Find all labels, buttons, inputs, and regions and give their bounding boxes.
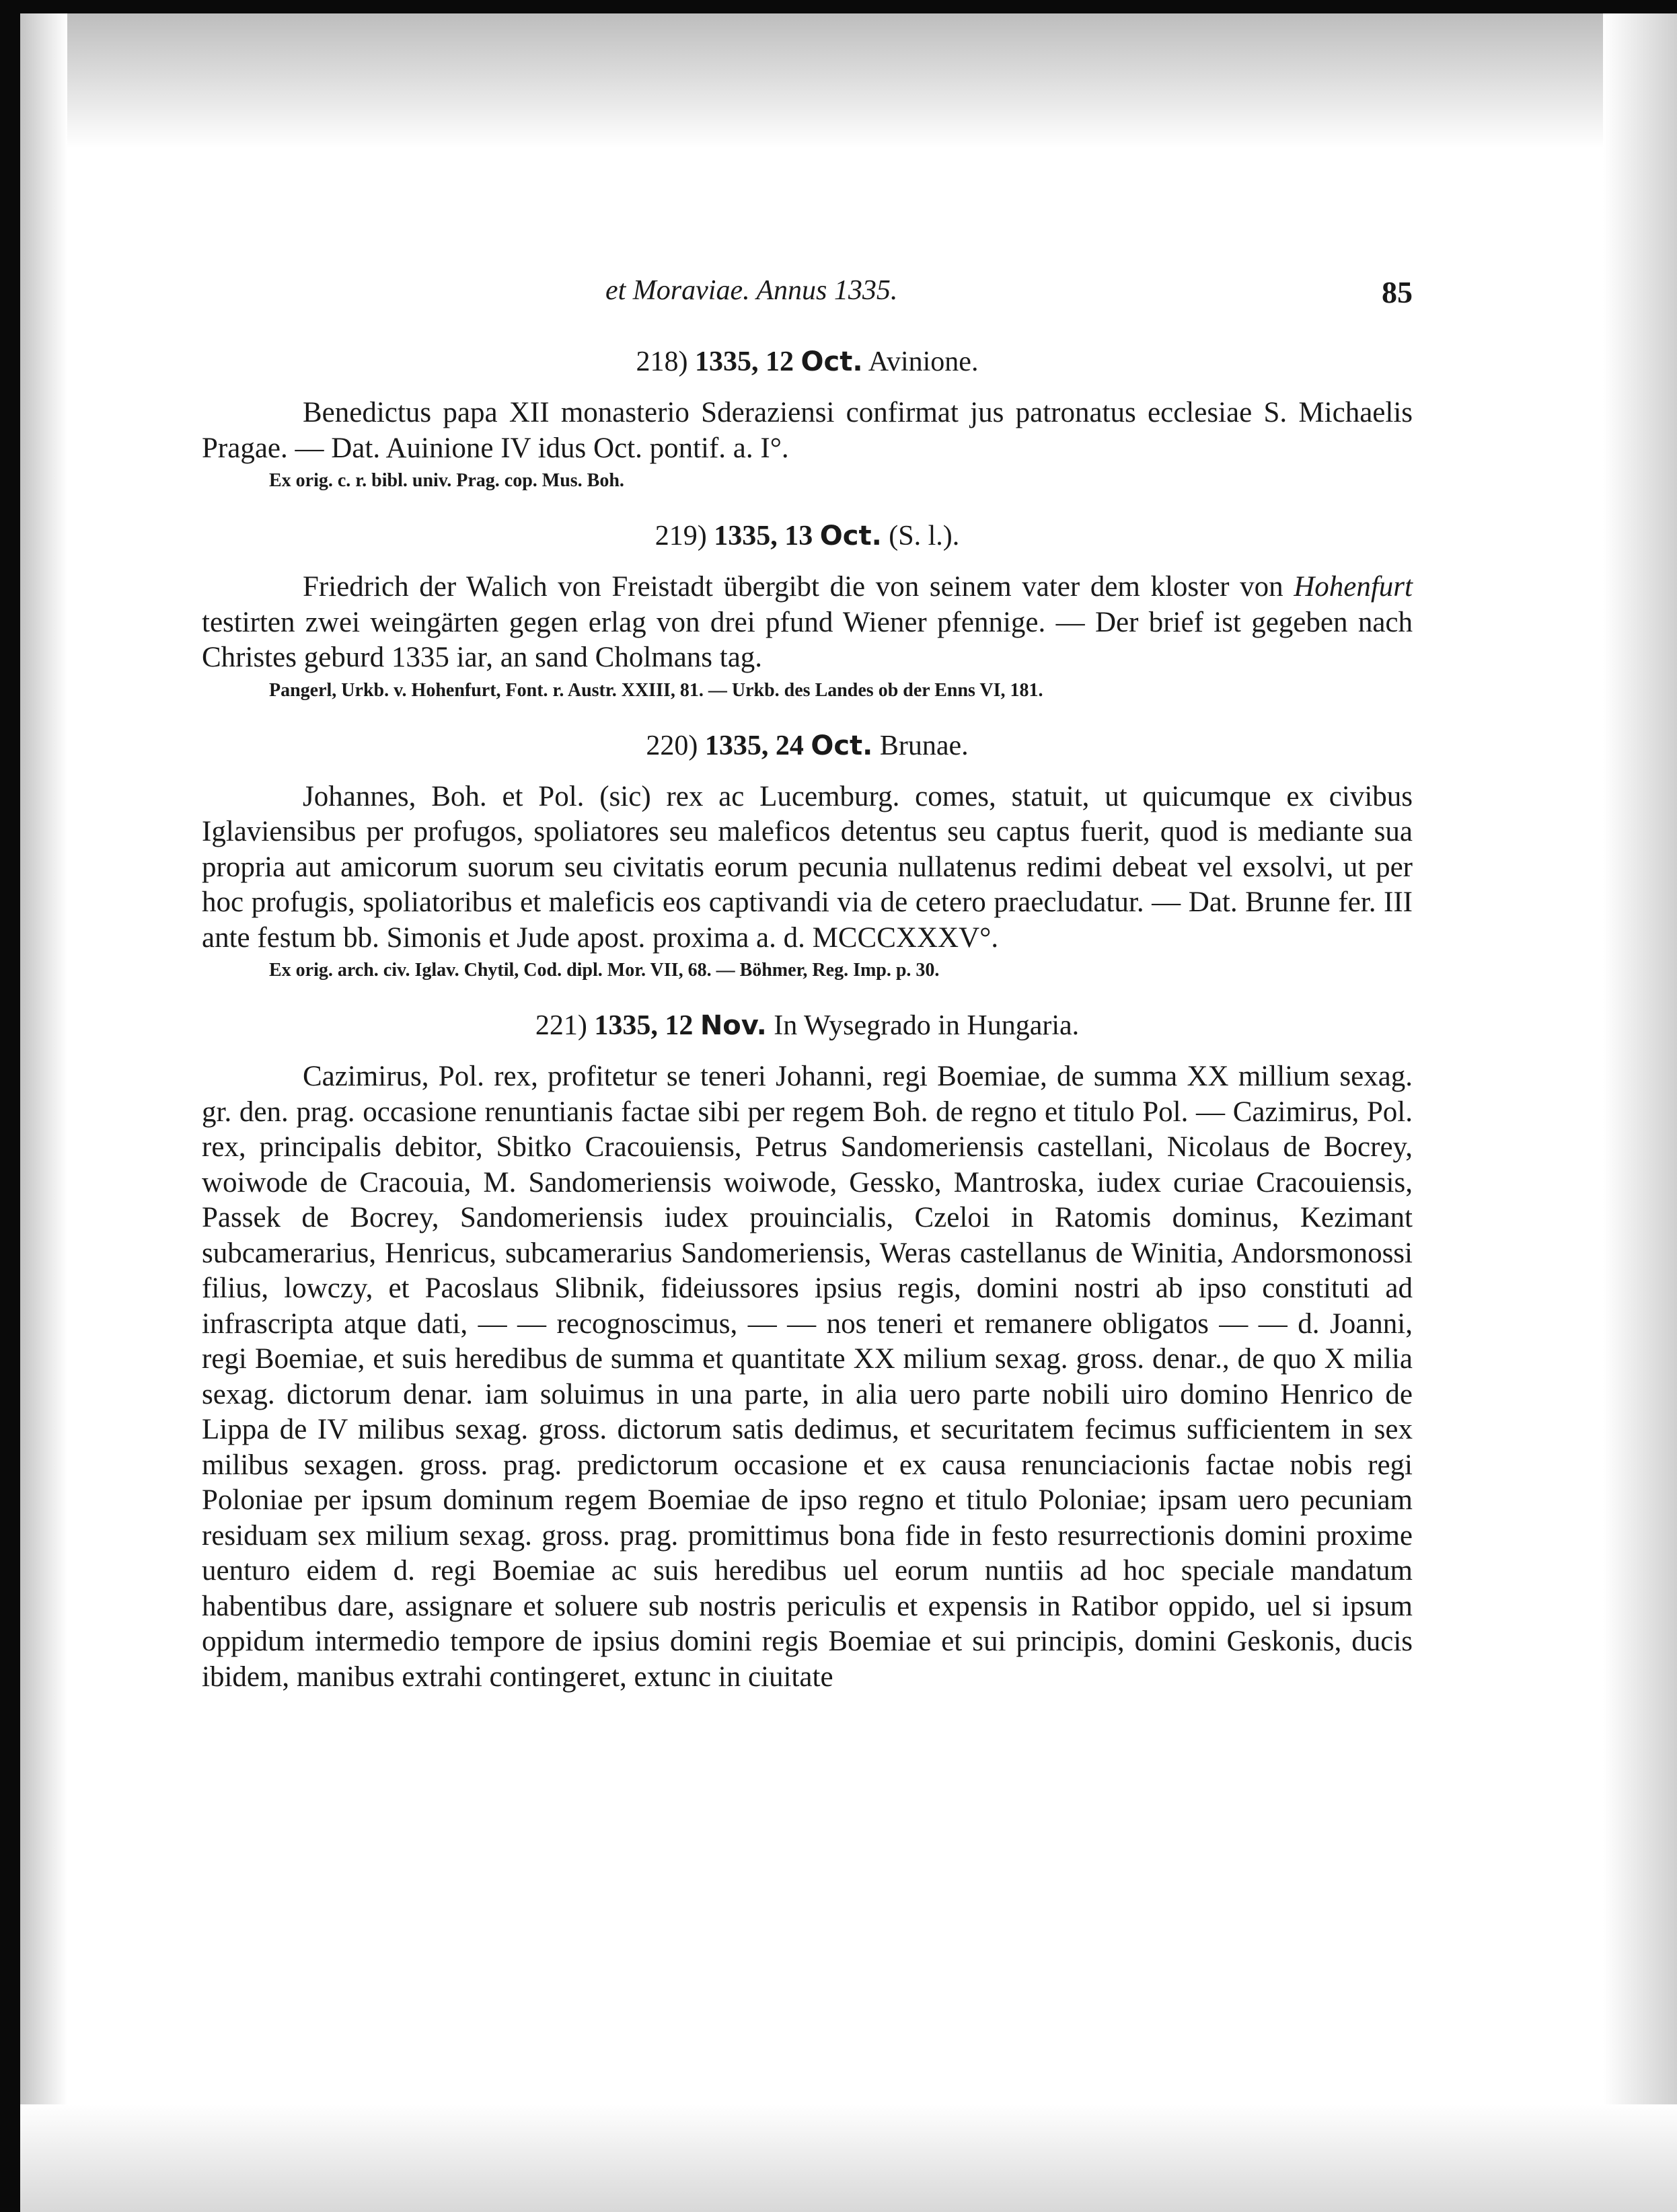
entry-heading (202, 342, 1413, 382)
entry-text: Benedictus papa XII monasterio Sderaziensi confirmat jus patronatus ecclesiae S. Michaelis Pragae. — Dat. Auinione IV idus Oct. pontif. a. I°. (202, 397, 1413, 464)
entry-heading (202, 1005, 1413, 1046)
entry-number: 219) (655, 521, 707, 551)
entry-month: Oct. (800, 346, 863, 377)
entry-date: 1335, 12 (695, 346, 794, 377)
entry-number: 220) (646, 730, 698, 761)
page-header (202, 274, 1413, 315)
entry-source: Pangerl, Urkb. v. Hohenfurt, Font. r. Austr. XXIII, 81. — Urkb. des Landes ob der Enns VI, 181. (269, 679, 1043, 701)
scan-shadow-right (1603, 13, 1677, 2212)
entry-heading (202, 726, 1413, 766)
entry-month: Oct. (811, 730, 873, 761)
entry-month: Nov. (700, 1010, 767, 1041)
scan-shadow-left (20, 13, 67, 2212)
scan-shadow-bottom (20, 2104, 1677, 2212)
scan-border-left (0, 0, 20, 2212)
entry-place: Avinione. (868, 346, 979, 377)
entry-text (202, 570, 1413, 676)
entry-date: 1335, 12 (594, 1010, 694, 1041)
entry-place: Brunae. (879, 730, 969, 761)
entry-text-italic-place: Hohenfurt (1294, 571, 1413, 603)
running-title: et Moraviae. Annus 1335. (605, 275, 898, 306)
entry-date: 1335, 24 (704, 730, 804, 761)
entry-text: Cazimirus, Pol. rex, profitetur se teneri Johanni, regi Boemiae, de summa XX millium sexag. gr. den. prag. occasione renuntianis factae sibi per regem Boh. de regno et titulo Pol. — Cazimirus, Pol. rex, principalis debitor, Sbitko Cracouiensis, Petrus Sandomeriensis castellani, Nicolaus de Bocrey, woiwode de Cracouia, M. Sandomeriensis woiwode, Gessko, Mantroska, iudex curiae Cracouiensis, Passek de Bocrey, Sandomeriensis iudex prouincialis, Czeloi in Ratomis dominus, Kezimant subcamerarius, Henricus, subcamerarius Sandomeriensis, Weras castellanus de Winitia, Andorsmonossi filius, lowczy, et Pacoslaus Slibnik, fideiussores ipsius regis, domini nostri ab ipso constituti ad infrascripta atque dati, — — recognoscimus, — — nos teneri et remanere obligatos — — d. Joanni, regi Boemiae, et suis heredibus de summa et quantitate XX milium sexag. gross. denar., de quo X milia sexag. dictorum denar. iam soluimus in una parte, in alia uero parte nobili uiro domino Henrico de Lippa de IV milibus sexag. gross. dictorum satis dedimus, et securitatem fecimus sufficientem in sex milibus sexagen. gross. prag. predictorum occasione et ex causa renunciacionis factae nobis regi Poloniae per ipsum dominum regem Boemiae de ipso regno et titulo Poloniae; ipsam uero pecuniam residuam sex milium sexag. gross. prag. promittimus bona fide in festo resurrectionis domini proxime uenturo eidem d. regi Boemiae ac suis heredibus uel eorum nuntiis ad hoc speciale mandatum habentibus dare, assignare et soluere sub nostris periculis et expensis in Ratibor oppido, uel si ipsum oppidum intermedio tempore de ipsius domini regis Boemiae et sui principis, domini Geskonis, ducis ibidem, manibus extrahi contingeret, extunc in ciuitate (202, 1061, 1413, 1693)
entry-number: 218) (636, 346, 688, 377)
scan-shadow-top (20, 13, 1677, 148)
entry-text: Johannes, Boh. et Pol. (sic) rex ac Lucemburg. comes, statuit, ut quicumque ex civibus Iglaviensibus per profugos, spoliatores seu maleficos detentus seu captus fuerit, quod is mediante sua propria aut amicorum suorum seu civitatis eorum pecunia nullatenus redimi debeat vel exsolvi, ut per hoc profugis, spoliatoribus et maleficis eos captivandi via de cetero praecludatur. — Dat. Brunne fer. III ante festum bb. Simonis et Jude apost. proxima a. d. MCCCXXXV°. (202, 780, 1413, 954)
entry-date: 1335, 13 (714, 521, 813, 551)
page-number: 85 (1382, 275, 1413, 309)
entry-place: (S. l.). (889, 521, 960, 551)
entry-text-end: testirten zwei weingärten gegen erlag von drei pfund Wiener pfennige. — Der brief ist gegeben nach Christes geburd 1335 iar, an sand Cholmans tag. (202, 606, 1413, 673)
entry-text-start: Friedrich der Walich von Freistadt übergibt die von seinem vater dem kloster von (303, 571, 1283, 603)
entry-place: In Wysegrado in Hungaria. (774, 1010, 1080, 1041)
entry-heading (202, 516, 1413, 556)
page-body (202, 342, 1413, 1695)
entry-month: Oct. (819, 521, 882, 551)
entry-source: Ex orig. arch. civ. Iglav. Chytil, Cod. dipl. Mor. VII, 68. — Böhmer, Reg. Imp. p. 30. (269, 960, 940, 981)
entry-number: 221) (535, 1010, 587, 1041)
scan-border-top (0, 0, 1677, 13)
entry-source: Ex orig. c. r. bibl. univ. Prag. cop. Mus. Boh. (269, 470, 624, 491)
